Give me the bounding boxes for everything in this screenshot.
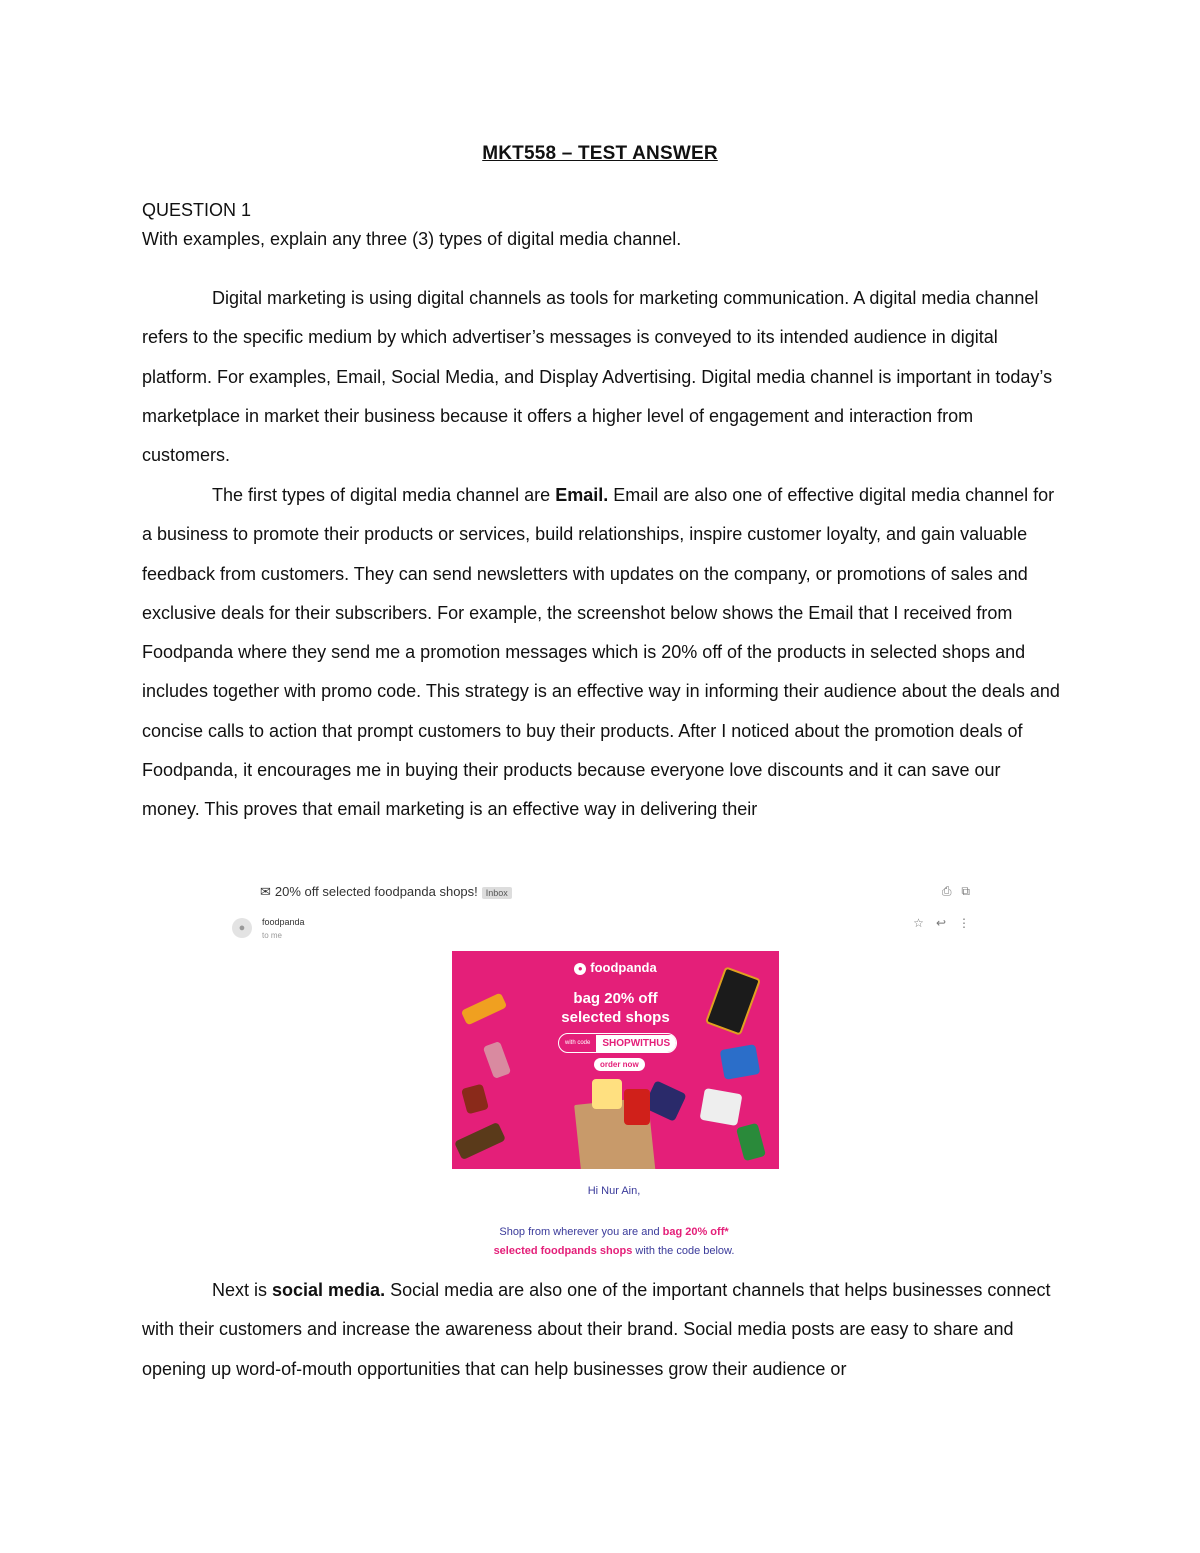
promo-banner (452, 951, 779, 1169)
email-sender (262, 917, 305, 927)
paragraph-social-bold: social media. (272, 1280, 386, 1300)
product-illustration (592, 1079, 622, 1109)
order-now-button: order now (594, 1058, 645, 1071)
banner-headline-line-1: bag 20% off (573, 990, 658, 1007)
avatar-icon: ● (232, 918, 252, 938)
product-illustration (720, 1044, 761, 1080)
paragraph-email (142, 476, 1060, 830)
email-subject-text: 20% off selected foodpanda shops! (274, 884, 478, 899)
email-screenshot (224, 876, 984, 1266)
more-icon: ⋮ (958, 916, 970, 930)
email-promo-tail: with the code below. (632, 1245, 735, 1257)
email-subject (260, 884, 512, 900)
paragraph-email-bold: Email. (555, 485, 609, 505)
email-promo-line-2 (224, 1245, 1004, 1257)
product-illustration (736, 1123, 766, 1162)
document-title: MKT558 – TEST ANSWER (482, 143, 718, 164)
star-icon: ☆ (913, 916, 924, 930)
paragraph-email-body: Email are also one of effective digital media channel for a business to promote their products or services, build relationships, inspire customer loyalty, and gain valuable feedback from customers. They can send newsletters with updates on the company, or promotions of sales and exclusive deals for their subscribers. For example, the screenshot below shows the Email that I received from Foodpanda where they send me a promotion messages which is 20% off of the products in selected shops and includes together with promo code. This strategy is an effective way in informing their audience about the deals and concise calls to action that prompt customers to buy their products. After I noticed about the promotion deals of Foodpanda, it encourages me in buying their products because everyone love discounts and it can save our money. This proves that email marketing is an effective way in delivering their (142, 485, 1060, 820)
paragraph-email-text (142, 476, 1060, 830)
question-label: QUESTION 1 (142, 200, 252, 220)
banner-headline-line-2: selected shops (561, 1009, 670, 1026)
paragraph-email-lead: The first types of digital media channel are (212, 485, 556, 505)
with-code-label: with code (565, 1040, 591, 1046)
email-greeting: Hi Nur Ain, (587, 1185, 641, 1197)
product-illustration (483, 1041, 512, 1079)
promo-code-pill (558, 1033, 677, 1053)
email-promo-lead: Shop from wherever you are and (499, 1226, 663, 1238)
paragraph-intro (142, 279, 1060, 475)
email-recipient: to me (262, 931, 283, 940)
email-top-icons (932, 884, 970, 899)
email-promo-line-1 (224, 1226, 1004, 1238)
product-illustration (700, 1088, 743, 1126)
panda-logo-icon: ● (574, 963, 586, 975)
product-illustration (454, 1122, 506, 1160)
reply-icon: ↩ (935, 916, 946, 930)
paragraph-intro-text: Digital marketing is using digital channels as tools for marketing communication. A digital media channel refers to the specific medium by which advertiser’s messages is conveyed to its intended audience in digital platform. For examples, Email, Social Media, and Display Advertising. Digital media channel is important in today’s marketplace in market their business because it offers a higher level of engagement and interaction from customers. (142, 288, 1053, 466)
open-new-icon: ⧉ (961, 884, 970, 898)
product-illustration (461, 1084, 489, 1115)
question-text: With examples, explain any three (3) types of digital media channel. (142, 229, 682, 249)
paragraph-social-media (142, 1271, 1060, 1389)
paragraph-social-lead: Next is (212, 1280, 273, 1300)
promo-code: SHOPWITHUS (596, 1035, 676, 1052)
inbox-tag: Inbox (482, 887, 512, 899)
email-row-icons (901, 916, 970, 930)
email-promo-highlight-2: selected foodpands shops (493, 1245, 633, 1257)
paragraph-social-media-text (142, 1271, 1060, 1389)
email-promo-highlight-1: bag 20% off* (662, 1226, 729, 1238)
product-illustration (624, 1089, 650, 1125)
mail-icon: ✉ (260, 884, 271, 899)
paragraph-social-body: Social media are also one of the important channels that helps businesses connect with their customers and increase the awareness about their brand. Social media posts are easy to share and opening up word-of-mouth opportunities that can help businesses grow their audience or (142, 1280, 1051, 1379)
sender-name: foodpanda (262, 917, 305, 927)
print-icon: ⎙ (941, 884, 952, 898)
banner-brand-text: foodpanda (590, 960, 657, 975)
